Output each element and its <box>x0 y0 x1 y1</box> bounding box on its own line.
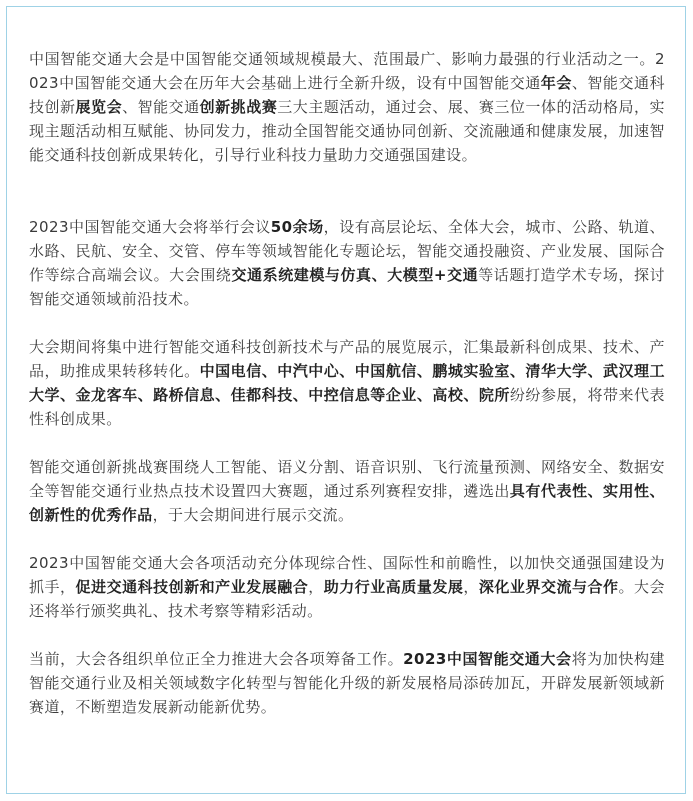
text-segment: 当前，大会各组织单位正全力推进大会各项筹备工作。 <box>29 650 404 668</box>
paragraph-features <box>29 551 665 623</box>
text-segment: 中国智能交通大会是中国智能交通领域规模最大、范围最广、影响力最强的行业活动之一。2023中国智能交通大会在历年大会基础上进行全新升级，设有中国智能交通 <box>29 50 665 92</box>
paragraph-conclusion <box>29 647 665 719</box>
text-segment: 2023中国智能交通大会各项活动充分体现综合性、国际性和前瞻性，以加快交通强国建设为抓手， <box>29 554 665 596</box>
article-frame <box>6 6 686 794</box>
text-segment: 纷纷参展，将带来代表性科创成果。 <box>29 386 665 428</box>
article-body <box>29 47 665 719</box>
paragraph-intro <box>29 47 665 167</box>
text-segment: ，设有高层论坛、全体大会，城市、公路、轨道、水路、民航、安全、交管、停车等领域智能化专题论坛，智能交通投融资、产业发展、国际合作等综合高端会议。大会围绕 <box>29 218 665 284</box>
text-segment: 智能交通创新挑战赛围绕人工智能、语义分割、语音识别、飞行流量预测、网络安全、数据安全等智能交通行业热点技术设置四大赛题，通过系列赛程安排，遴选出 <box>29 458 665 500</box>
paragraph-meetings <box>29 215 665 311</box>
bold-segment: 助力行业高质量发展 <box>323 578 464 596</box>
text-segment: 等话题打造学术专场，探讨智能交通领域前沿技术。 <box>29 266 665 308</box>
bold-segment: 展览会 <box>75 98 123 116</box>
text-segment: ，于大会期间进行展示交流。 <box>152 506 354 524</box>
bold-segment: 深化业界交流与合作 <box>478 578 619 596</box>
bold-segment: 促进交通科技创新和产业发展融合 <box>75 578 309 596</box>
text-segment: 2023中国智能交通大会将举行会议 <box>29 218 271 236</box>
bold-segment: 具有代表性、实用性、创新性的优秀作品 <box>29 482 665 524</box>
text-segment: ， <box>463 578 479 596</box>
bold-segment: 2023中国智能交通大会 <box>403 650 572 668</box>
paragraph-exhibition <box>29 335 665 431</box>
bold-segment: 交通系统建模与仿真、大模型+交通 <box>231 266 479 284</box>
text-segment: ， <box>308 578 324 596</box>
bold-segment: 年会 <box>540 74 572 92</box>
paragraph-challenge <box>29 455 665 527</box>
text-segment: 大会期间将集中进行智能交通科技创新技术与产品的展览展示，汇集最新科创成果、技术、产品，助推成果转移转化。 <box>29 338 665 380</box>
text-segment: 、智能交通科技创新 <box>29 74 666 116</box>
bold-segment: 50余场 <box>270 218 324 236</box>
text-segment: 三大主题活动，通过会、展、赛三位一体的活动格局，实现主题活动相互赋能、协同发力，推动全国智能交通协同创新、交流融通和健康发展，加速智能交通科技创新成果转化，引导行业科技力量助力交通强国建设。 <box>29 98 665 164</box>
bold-segment: 创新挑战赛 <box>199 98 278 116</box>
bold-segment: 中国电信、中汽中心、中国航信、鹏城实验室、清华大学、武汉理工大学、金龙客车、路桥信息、佳都科技、中控信息等企业、高校、院所 <box>29 362 665 404</box>
text-segment: 将为加快构建智能交通行业及相关领域数字化转型与智能化升级的新发展格局添砖加瓦，开辟发展新领域新赛道，不断塑造发展新动能新优势。 <box>29 650 665 716</box>
text-segment: 。大会还将举行颁奖典礼、技术考察等精彩活动。 <box>29 578 665 620</box>
text-segment: 、智能交通 <box>122 98 200 116</box>
